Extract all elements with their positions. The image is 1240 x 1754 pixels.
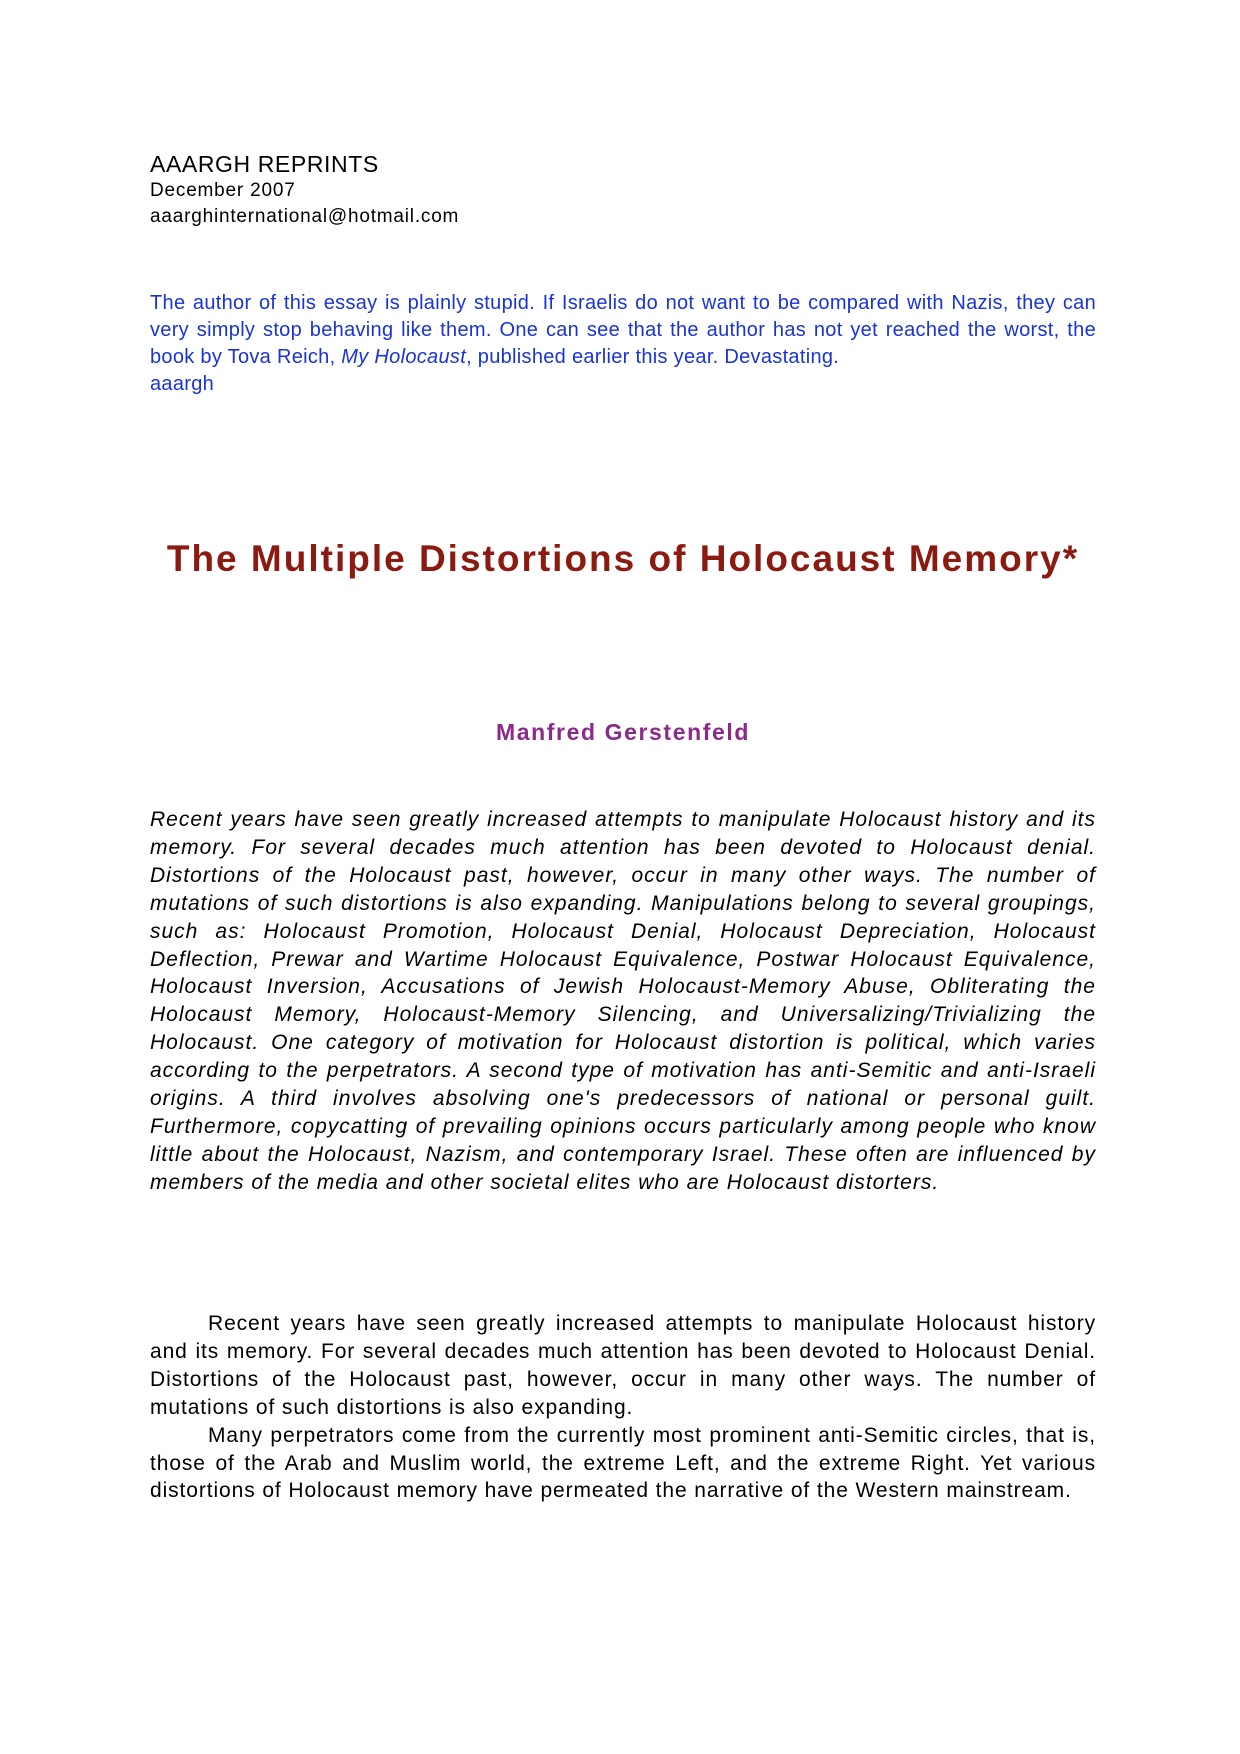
body-paragraph: Many perpetrators come from the currently most prominent anti-Semitic circles, that is, those of the Arab and Muslim world, the extreme Left, and the extreme Right. Yet various distortions of Holocaust memory have permeated the narrative of the Western mainstream. [150,1423,1096,1503]
note-text-before: The author of this essay is plainly stupid. If Israelis do not want to be compared with Nazis, they can very simply stop behaving like them. One can see that the author has not yet reached the worst, the book by Tova Reich, [150,292,1096,368]
contact-email: aaarghinternational@hotmail.com [150,206,460,227]
book-title: My Holocaust [341,346,467,368]
body-paragraph: Recent years have seen greatly increased attempts to manipulate Holocaust history and its memory. For several decades much attention has been devoted to Holocaust Denial. Distortions of the Holocaust past, however, occur in many other ways. The number of mutations of such distortions is also expanding. [150,1312,1096,1419]
reprint-date: December 2007 [150,180,296,201]
reprint-header [150,150,459,230]
publisher-name: AAARGH REPRINTS [150,151,379,177]
article-title: The Multiple Distortions of Holocaust Memory* [166,538,1080,579]
article-abstract: Recent years have seen greatly increased attempts to manipulate Holocaust history and its memory. For several decades much attention has been devoted to Holocaust denial. Distortions of the Holocaust past, however, occur in many other ways. The number of mutations of such distortions is also expanding. Manipulations belong to several groupings, such as: Holocaust Promotion, Holocaust Denial, Holocaust Depreciation, Holocaust Deflection, Prewar and Wartime Holocaust Equivalence, Postwar Holocaust Equivalence, Holocaust Inversion, Accusations of Jewish Holocaust-Memory Abuse, Obliterating the Holocaust Memory, Holocaust-Memory Silencing, and Universalizing/Trivializing the Holocaust. One category of motivation for Holocaust distortion is political, which varies according to the perpetrators. A second type of motivation has anti-Semitic and anti-Israeli origins. A third involves absolving one's predecessors of national or personal guilt. Furthermore, copycatting of prevailing opinions occurs particularly among people who know little about the Holocaust, Nazism, and contemporary Israel. These often are influenced by members of the media and other societal elites who are Holocaust distorters. [150,808,1096,1194]
article-author: Manfred Gerstenfeld [495,719,751,745]
article-body [150,1310,1096,1505]
editor-signature: aaargh [150,373,215,395]
document-page [150,0,1096,1754]
note-text-after: , published earlier this year. Devastating. [466,346,840,368]
editor-note-text [150,290,1096,371]
editor-note [150,290,1096,398]
